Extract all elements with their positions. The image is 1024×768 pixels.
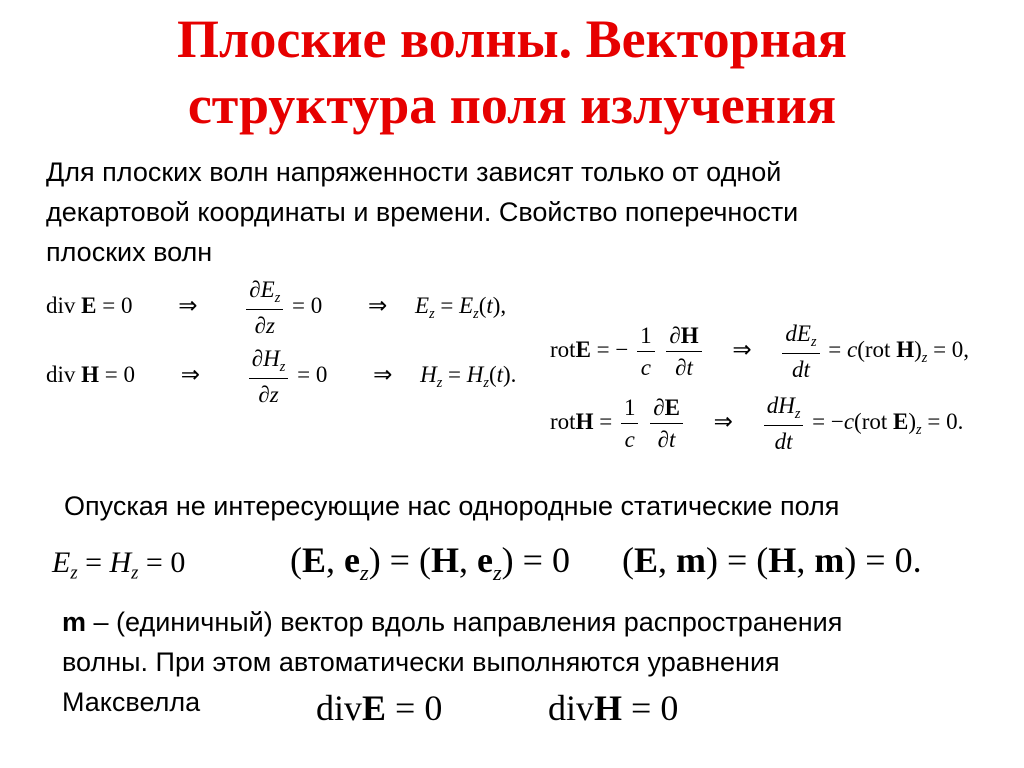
- title-line-2: структура поля излучения: [187, 75, 837, 135]
- equation-transverse-ez: (E, $e_z) = (H$, $e_z) = 0$: [290, 540, 570, 585]
- fraction-dEz-dz: $\frac{\partial E_z}{\partial z}$: [246, 278, 283, 337]
- equation-transverse-m: (E, m) = (H, m) = 0.: [622, 540, 922, 580]
- equation-maxwell-div-h: divH = 0: [548, 688, 679, 728]
- implies-arrow: ⇒: [178, 292, 198, 318]
- equation-div-e: div E = 0 ⇒ $\frac{\partial E_z}{\partial z}$ = 0 ⇒ $E_z = E_z(t)$,: [46, 277, 507, 339]
- intro-line-1: Для плоских волн напряженности зависят только от одной: [46, 157, 782, 187]
- m-description-line-3: Максвелла: [62, 687, 201, 717]
- m-description: [62, 602, 842, 722]
- m-description-line-2: волны. При этом автоматически выполняются уравнения: [62, 647, 780, 677]
- slide-title: [0, 6, 1024, 138]
- title-line-1: Плоские волны. Векторная: [177, 9, 847, 69]
- equation-rot-e: rotE = − $\frac{1}{c}$ $\frac{\partial H}{\partial t}$ ⇒ $\frac{dE_z}{dt}$ = c(rot $H)_z = 0$,: [550, 321, 970, 383]
- fraction-dHz-dz: $\frac{\partial H_z}{\partial z}$: [249, 347, 289, 406]
- m-description-line-1: – (единичный) вектор вдоль направления распространения: [93, 607, 843, 637]
- m-symbol: m: [62, 607, 87, 637]
- equation-maxwell-div-e: divE = 0: [316, 688, 443, 728]
- equation-rot-h: rotH = $\frac{1}{c}$ $\frac{\partial E}{\partial t}$ ⇒ $\frac{dH_z}{dt}$ = −c(rot $E)_z = 0$.: [550, 393, 964, 455]
- equation-ez-hz-zero: $E_z = H_z = 0$: [52, 546, 186, 584]
- equation-div-h: div H = 0 ⇒ $\frac{\partial H_z}{\partial z}$ = 0 ⇒ $H_z = H_z(t)$.: [46, 346, 517, 408]
- intro-paragraph: [46, 152, 798, 272]
- intro-line-3: плоских волн: [46, 237, 213, 267]
- intro-line-2: декартовой координаты и времени. Свойство поперечности: [46, 197, 799, 227]
- static-fields-text: Опуская не интересующие нас однородные статические поля: [64, 491, 840, 521]
